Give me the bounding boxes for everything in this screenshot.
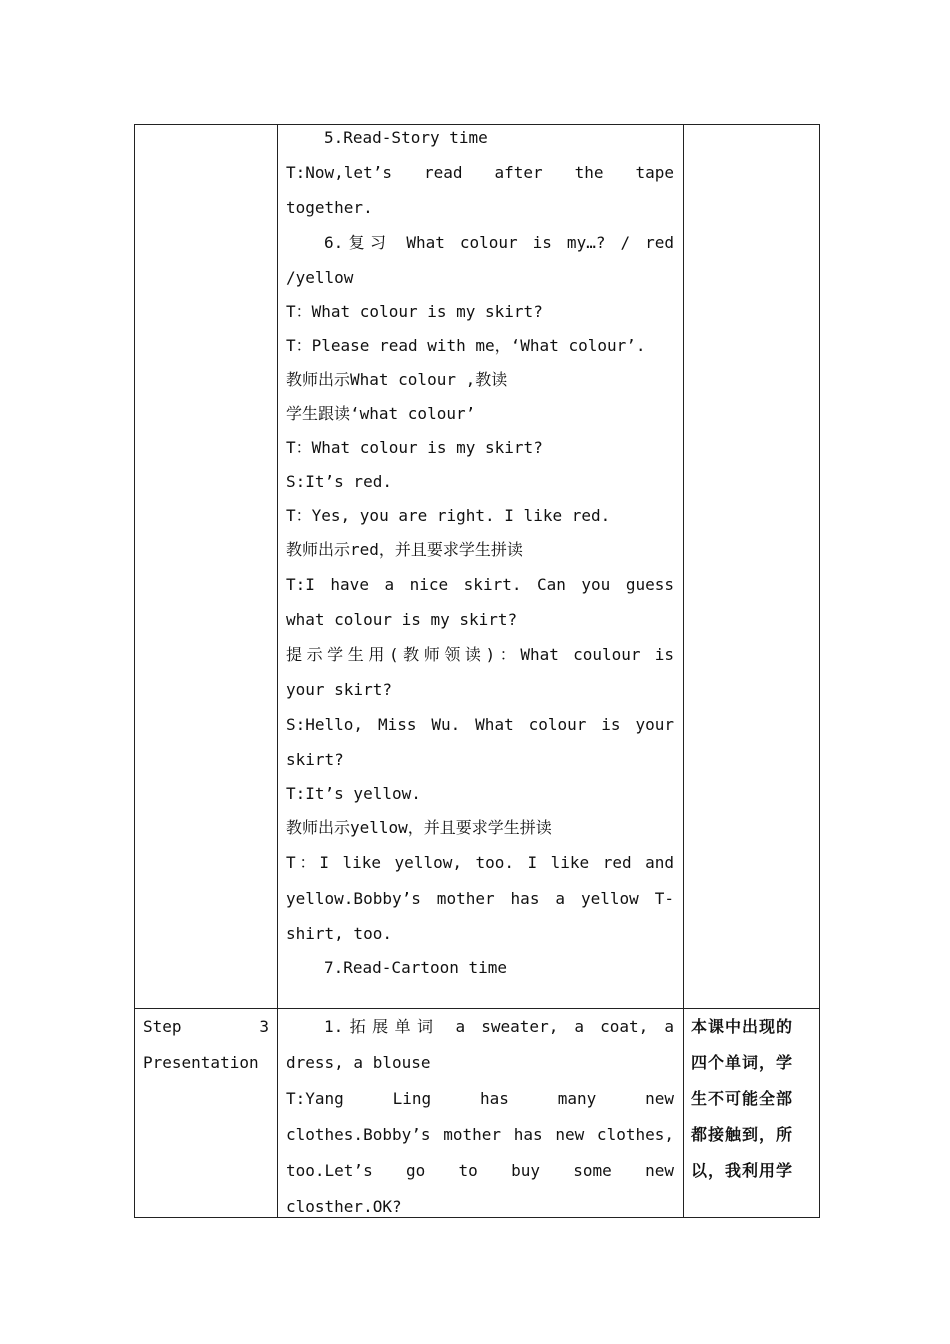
step-label: Step [143, 1017, 182, 1036]
text-line: T：I like yellow, too. I like red and [286, 853, 674, 872]
text-line: together. [286, 198, 373, 217]
text-line: T：Yes, you are right. I like red. [286, 506, 611, 525]
text-line: T:Now,let’s read after the tape [286, 163, 674, 182]
note-line: 都接触到，所 [691, 1125, 794, 1144]
text-line: T:I have a nice skirt. Can you guess [286, 575, 674, 594]
text-line: T：What colour is my skirt? [286, 438, 543, 457]
step-label-line [143, 1009, 269, 1045]
text-line: S:Hello, Miss Wu. What colour is your [286, 715, 674, 734]
row2-notes-cell [691, 1009, 813, 1189]
text-line: what colour is my skirt? [286, 610, 518, 629]
text-line: T:Yang Ling has many new [286, 1089, 674, 1108]
step-title: Presentation [143, 1053, 259, 1072]
text-line: yellow.Bobby’s mother has a yellow T- [286, 889, 674, 908]
text-line: clothes.Bobby’s mother has new clothes, [286, 1125, 674, 1144]
text-line: 7.Read-Cartoon time [324, 958, 508, 977]
note-line: 生不可能全部 [691, 1089, 794, 1108]
text-line: T：What colour is my skirt? [286, 302, 543, 321]
step-number: 3 [259, 1017, 269, 1036]
text-line: skirt? [286, 750, 344, 769]
text-line: 教师出示What colour ,教读 [286, 370, 508, 389]
lesson-plan-table [134, 124, 820, 1218]
text-line: closther.OK? [286, 1197, 402, 1216]
note-line: 本课中出现的 [691, 1017, 794, 1036]
row1-content-cell [286, 121, 674, 985]
text-line: S:It’s red. [286, 472, 392, 491]
text-line: 6.复习 What colour is my…? / red [324, 233, 674, 252]
text-line: 教师出示red，并且要求学生拼读 [286, 540, 523, 559]
text-line: 1.拓展单词 a sweater, a coat, a [324, 1017, 674, 1036]
note-line: 以，我利用学 [691, 1161, 794, 1180]
text-line: 教师出示yellow，并且要求学生拼读 [286, 818, 552, 837]
note-line: 四个单词，学 [691, 1053, 794, 1072]
text-line: your skirt? [286, 680, 392, 699]
row2-step-cell [143, 1009, 269, 1081]
row1-notes-cell [684, 125, 819, 1008]
text-line: T:It’s yellow. [286, 784, 421, 803]
column-divider [277, 125, 278, 1217]
row1-step-cell [135, 125, 277, 1008]
text-line: T：Please read with me，‘What colour’. [286, 336, 646, 355]
row2-content-cell [286, 1009, 674, 1225]
text-line: /yellow [286, 268, 354, 287]
text-line: dress, a blouse [286, 1053, 431, 1072]
text-line: 提示学生用(教师领读)：What coulour is [286, 645, 674, 664]
text-line: too.Let’s go to buy some new [286, 1161, 674, 1180]
text-line: 学生跟读‘what colour’ [286, 404, 476, 423]
text-line: shirt, too. [286, 924, 392, 943]
text-line: 5.Read-Story time [324, 128, 488, 147]
